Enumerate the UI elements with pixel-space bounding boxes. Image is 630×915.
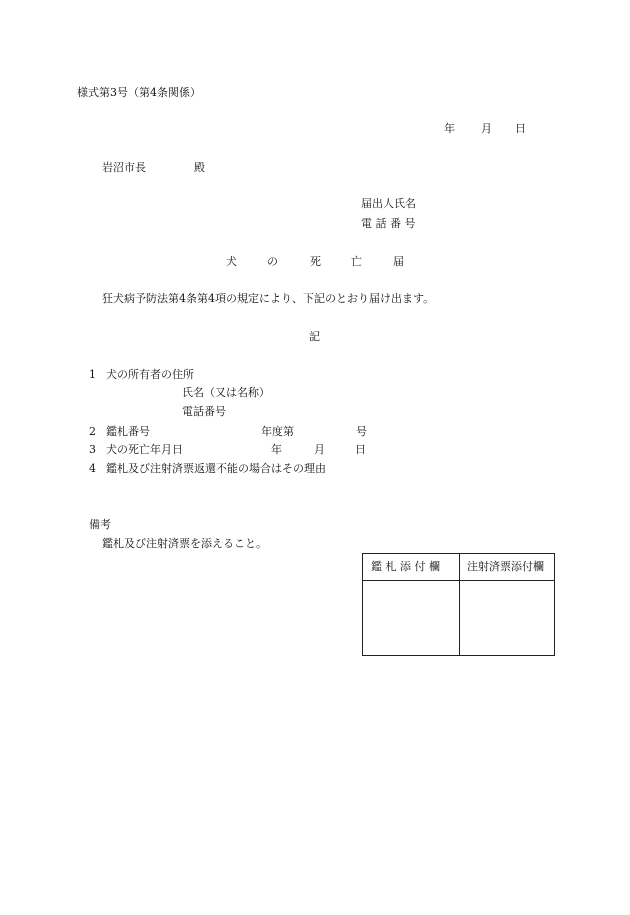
item-4-label: 鑑札及び注射済票返還不能の場合はその理由 bbox=[106, 462, 326, 475]
item-3-year: 年 bbox=[271, 443, 282, 456]
item-3-day: 日 bbox=[355, 443, 366, 456]
date-month-label: 月 bbox=[481, 122, 492, 135]
title-char: 亡 bbox=[351, 255, 362, 268]
title-char: 犬 bbox=[226, 255, 237, 268]
item-number: 1 bbox=[89, 368, 96, 381]
notes-text: 鑑札及び注射済票を添えること。 bbox=[102, 537, 267, 550]
date-year-label: 年 bbox=[444, 122, 455, 135]
applicant-name-label: 届出人氏名 bbox=[361, 197, 416, 210]
addressee-honorific: 殿 bbox=[194, 161, 205, 174]
date-day-label: 日 bbox=[515, 122, 526, 135]
license-tag-attach-area bbox=[363, 581, 459, 655]
title-char: の bbox=[267, 255, 278, 268]
item-1-sub-phone: 電話番号 bbox=[182, 405, 226, 418]
item-2-number-suffix: 号 bbox=[356, 425, 367, 438]
item-2-label: 鑑札番号 bbox=[106, 425, 150, 438]
addressee-name: 岩沼市長 bbox=[102, 161, 146, 174]
applicant-phone-label: 電 話 番 号 bbox=[361, 217, 416, 230]
item-number: 2 bbox=[89, 425, 96, 438]
intro-text: 狂犬病予防法第4条第4項の規定により、下記のとおり届け出ます。 bbox=[102, 292, 435, 305]
item-3-label: 犬の死亡年月日 bbox=[106, 443, 183, 456]
title-char: 届 bbox=[393, 255, 404, 268]
ki-heading: 記 bbox=[309, 330, 320, 343]
vaccination-tag-attach-area bbox=[460, 581, 554, 655]
item-1-label: 犬の所有者の住所 bbox=[106, 368, 194, 381]
item-3-month: 月 bbox=[314, 443, 325, 456]
item-1-sub-name: 氏名（又は名称） bbox=[182, 386, 270, 399]
item-number: 3 bbox=[89, 443, 96, 456]
item-2-fiscal-year: 年度第 bbox=[261, 425, 294, 438]
table-header-vaccination-tag: 注射済票添付欄 bbox=[467, 560, 544, 573]
notes-heading: 備考 bbox=[89, 518, 111, 531]
table-header-license-tag: 鑑 札 添 付 欄 bbox=[371, 560, 440, 573]
form-number: 様式第3号（第4条関係） bbox=[77, 86, 201, 99]
item-number: 4 bbox=[89, 462, 96, 475]
attachment-table bbox=[362, 553, 555, 656]
title-char: 死 bbox=[310, 255, 321, 268]
